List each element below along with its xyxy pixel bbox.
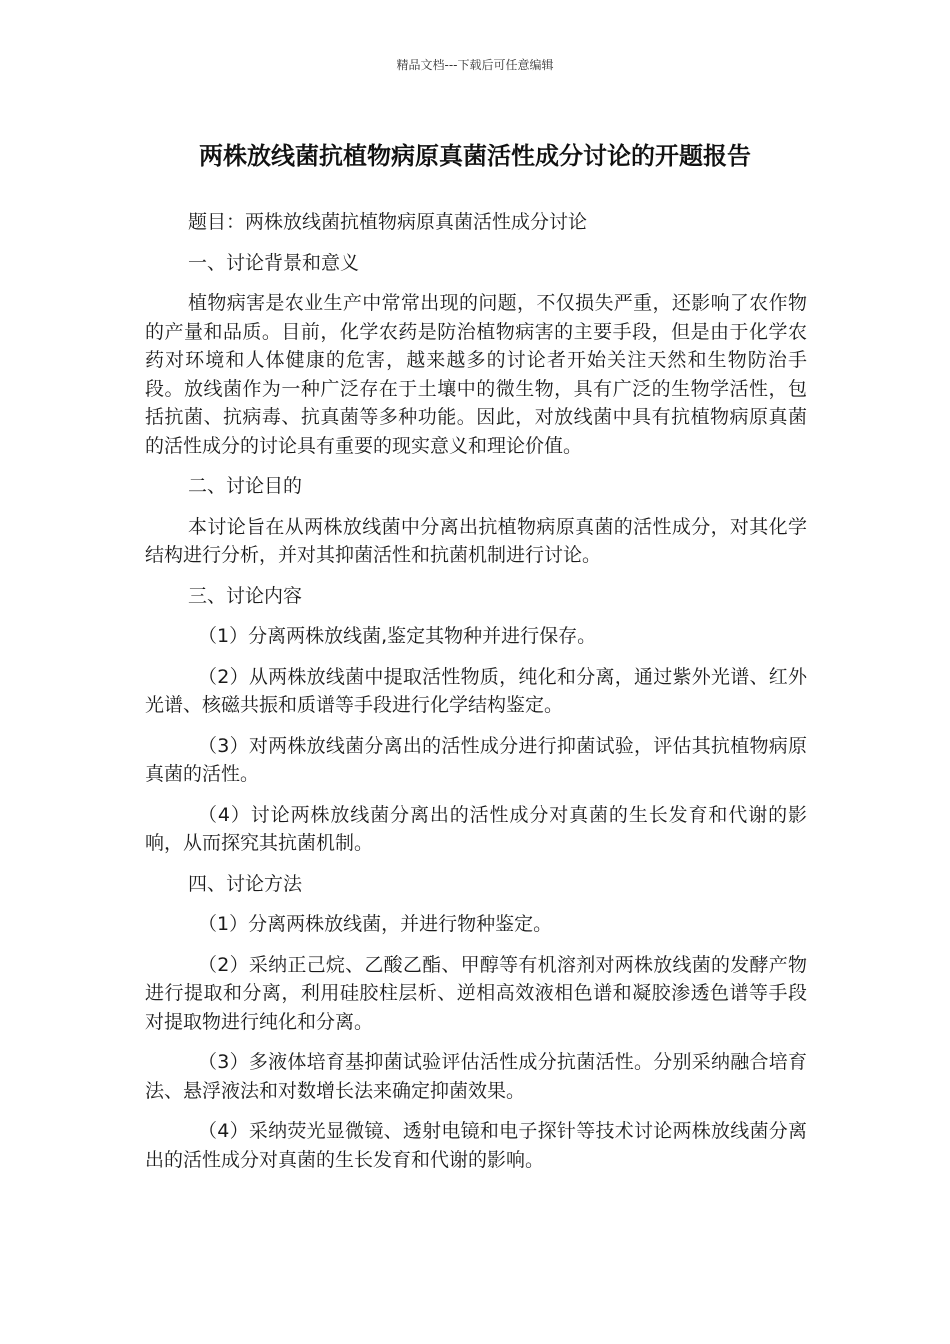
section-3-item: （1）分离两株放线菌,鉴定其物种并进行保存。	[198, 625, 597, 647]
document-title: 两株放线菌抗植物病原真菌活性成分讨论的开题报告	[199, 142, 751, 170]
section-2-heading: 二、讨论目的	[188, 475, 303, 497]
header-note: 精品文档---下载后可任意编辑	[396, 58, 554, 72]
section-4-heading: 四、讨论方法	[188, 872, 303, 895]
section-4-item: （3）多液体培育基抑菌试验评估活性成分抗菌活性。分别采纳融合培育法、悬浮液法和对数增长法来确定抑菌效果。	[145, 1051, 807, 1102]
section-1-heading: 一、讨论背景和意义	[188, 251, 360, 274]
section-1-paragraph: 植物病害是农业生产中常常出现的问题，不仅损失严重，还影响了农作物的产量和品质。目前，化学农药是防治植物病害的主要手段，但是由于化学农药对环境和人体健康的危害，越来越多的讨论者开始关注天然和生物防治手段。放线菌作为一种广泛存在于土壤中的微生物，具有广泛的生物学活性，包括抗菌、抗病毒、抗真菌等多种功能。因此，对放线菌中具有抗植物病原真菌的活性成分的讨论具有重要的现实意义和理论价值。	[145, 292, 807, 457]
section-4-item: （4）采纳荧光显微镜、透射电镜和电子探针等技术讨论两株放线菌分离出的活性成分对真菌的生长发育和代谢的影响。	[145, 1120, 807, 1171]
section-3-item: （3）对两株放线菌分离出的活性成分进行抑菌试验，评估其抗植物病原真菌的活性。	[145, 734, 807, 785]
section-4-item: （1）分离两株放线菌，并进行物种鉴定。	[198, 913, 553, 935]
section-3-item: （4）讨论两株放线菌分离出的活性成分对真菌的生长发育和代谢的影响，从而探究其抗菌机制。	[145, 803, 807, 854]
topic-line: 题目：两株放线菌抗植物病原真菌活性成分讨论	[188, 211, 588, 233]
section-2-paragraph: 本讨论旨在从两株放线菌中分离出抗植物病原真菌的活性成分，对其化学结构进行分析，并对其抑菌活性和抗菌机制进行讨论。	[145, 515, 807, 566]
section-4-item: （2）采纳正己烷、乙酸乙酯、甲醇等有机溶剂对两株放线菌的发酵产物进行提取和分离，利用硅胶柱层析、逆相高效液相色谱和凝胶渗透色谱等手段对提取物进行纯化和分离。	[145, 953, 807, 1033]
document-body	[145, 208, 807, 1186]
section-3-item: （2）从两株放线菌中提取活性物质，纯化和分离，通过紫外光谱、红外光谱、核磁共振和质谱等手段进行化学结构鉴定。	[145, 665, 807, 716]
section-3-heading: 三、讨论内容	[188, 584, 303, 607]
